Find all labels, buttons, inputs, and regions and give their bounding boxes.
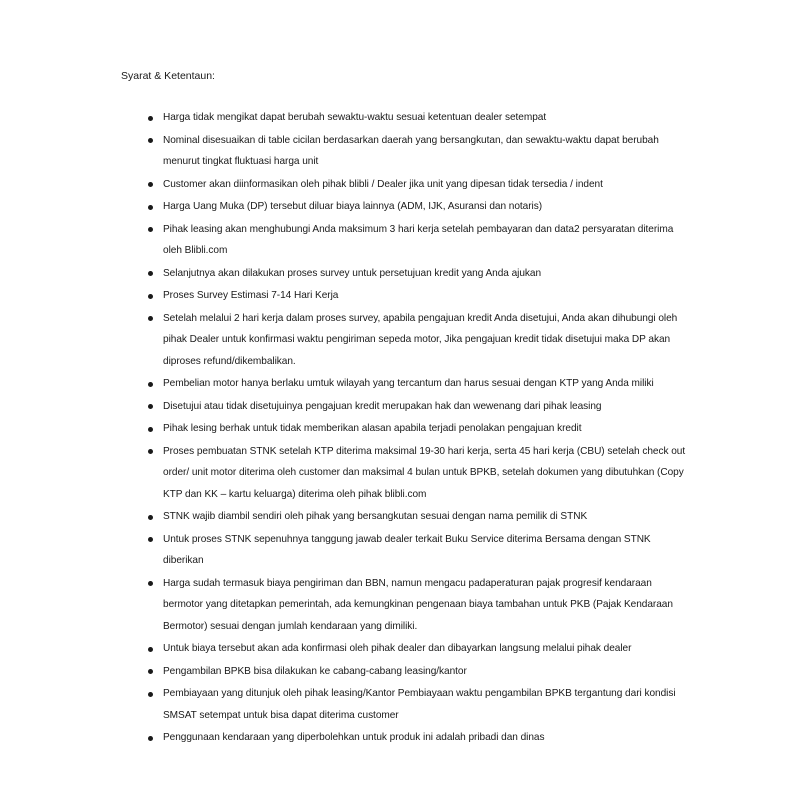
bullet-icon — [148, 227, 153, 232]
list-item — [148, 529, 688, 572]
list-item-text: Harga tidak mengikat dapat berubah sewaktu-waktu sesuai ketentuan dealer setempat — [163, 112, 547, 123]
list-item-text: Customer akan diinformasikan oleh pihak blibli / Dealer jika unit yang dipesan tidak tersedia / indent — [163, 178, 603, 190]
bullet-icon — [148, 515, 153, 520]
bullet-icon — [148, 404, 153, 409]
list-item-text: Pihak leasing akan menghubungi Anda maksimum 3 hari kerja setelah pembayaran dan data2 persyaratan diterima oleh Blibli.com — [163, 223, 674, 256]
bullet-icon — [148, 427, 153, 432]
list-item — [148, 727, 688, 749]
bullet-icon — [148, 692, 153, 697]
terms-list — [148, 107, 688, 750]
list-item — [148, 174, 688, 196]
list-item-text: Harga Uang Muka (DP) tersebut diluar biaya lainnya (ADM, IJK, Asuransi dan notaris) — [163, 201, 543, 212]
list-item — [148, 263, 688, 285]
bullet-icon — [148, 271, 153, 276]
list-item-text: Untuk proses STNK sepenuhnya tanggung jawab dealer terkait Buku Service diterima Bersama dengan STNK diberikan — [163, 533, 651, 566]
bullet-icon — [148, 449, 153, 454]
list-item — [148, 506, 688, 528]
list-item-text: Pembiayaan yang ditunjuk oleh pihak leasing/Kantor Pembiayaan waktu pengambilan BPKB tergantung dari kondisi SMSAT setempat untuk bisa dapat diterima customer — [163, 688, 676, 721]
list-item — [148, 107, 688, 129]
bullet-icon — [148, 537, 153, 542]
bullet-icon — [148, 182, 153, 187]
list-item — [148, 661, 688, 683]
bullet-icon — [148, 294, 153, 299]
list-item — [148, 418, 688, 440]
list-item — [148, 308, 688, 373]
list-item — [148, 683, 688, 726]
list-item-text: Pihak lesing berhak untuk tidak memberikan alasan apabila terjadi penolakan pengajuan kredit — [163, 423, 582, 434]
bullet-icon — [148, 138, 153, 143]
list-item — [148, 196, 688, 218]
list-item — [148, 373, 688, 395]
bullet-icon — [148, 581, 153, 586]
list-item-text: Nominal disesuaikan di table cicilan berdasarkan daerah yang bersangkutan, dan sewaktu-waktu dapat berubah menurut tingkat fluktuasi harga unit — [163, 134, 659, 167]
document-title: Syarat & Ketentaun: — [121, 70, 215, 82]
bullet-icon — [148, 116, 153, 121]
list-item-text: Setelah melalui 2 hari kerja dalam proses survey, apabila pengajuan kredit Anda disetujui, Anda akan dihubungi oleh pihak Dealer untuk konfirmasi waktu pengiriman sepeda motor, Jika pengajuan kredit tidak disetujui maka DP akan diproses refund/dikembalikan. — [163, 312, 678, 367]
list-item-text: Pengambilan BPKB bisa dilakukan ke cabang-cabang leasing/kantor — [163, 665, 467, 677]
list-item — [148, 130, 688, 173]
bullet-icon — [148, 647, 153, 652]
bullet-icon — [148, 382, 153, 387]
list-item-text: Proses pembuatan STNK setelah KTP diterima maksimal 19-30 hari kerja, serta 45 hari kerja (CBU) setelah check out order/ unit motor diterima oleh customer dan maksimal 4 bulan untuk BPKB, setelah dokumen yang dibutuhkan (Copy KTP dan KK – kartu keluarga) diterima oleh pihak blibli.com — [163, 445, 686, 500]
list-item — [148, 396, 688, 418]
list-item-text: Disetujui atau tidak disetujuinya pengajuan kredit merupakan hak dan wewenang dari pihak leasing — [163, 400, 602, 412]
list-item-text: Penggunaan kendaraan yang diperbolehkan untuk produk ini adalah pribadi dan dinas — [163, 732, 545, 743]
list-item — [148, 219, 688, 262]
list-item — [148, 638, 688, 660]
bullet-icon — [148, 736, 153, 741]
list-item-text: Untuk biaya tersebut akan ada konfirmasi oleh pihak dealer dan dibayarkan langsung melalui pihak dealer — [163, 643, 632, 654]
list-item — [148, 285, 688, 307]
bullet-icon — [148, 316, 153, 321]
bullet-icon — [148, 669, 153, 674]
list-item — [148, 441, 688, 506]
list-item-text: Proses Survey Estimasi 7-14 Hari Kerja — [163, 290, 339, 301]
list-item-text: STNK wajib diambil sendiri oleh pihak yang bersangkutan sesuai dengan nama pemilik di STNK — [163, 511, 588, 522]
list-item-text: Pembelian motor hanya berlaku umtuk wilayah yang tercantum dan harus sesuai dengan KTP yang Anda miliki — [163, 378, 654, 389]
bullet-icon — [148, 205, 153, 210]
list-item-text: Selanjutnya akan dilakukan proses survey untuk persetujuan kredit yang Anda ajukan — [163, 267, 542, 279]
list-item — [148, 573, 688, 638]
list-item-text: Harga sudah termasuk biaya pengiriman dan BBN, namun mengacu padaperaturan pajak progresif kendaraan bermotor yang ditetapkan pemerintah, ada kemungkinan pengenaan biaya tambahan untuk PKB (Pajak Kendaraan Bermotor) sesuai dengan jumlah kendaraan yang dimiliki. — [163, 577, 673, 632]
